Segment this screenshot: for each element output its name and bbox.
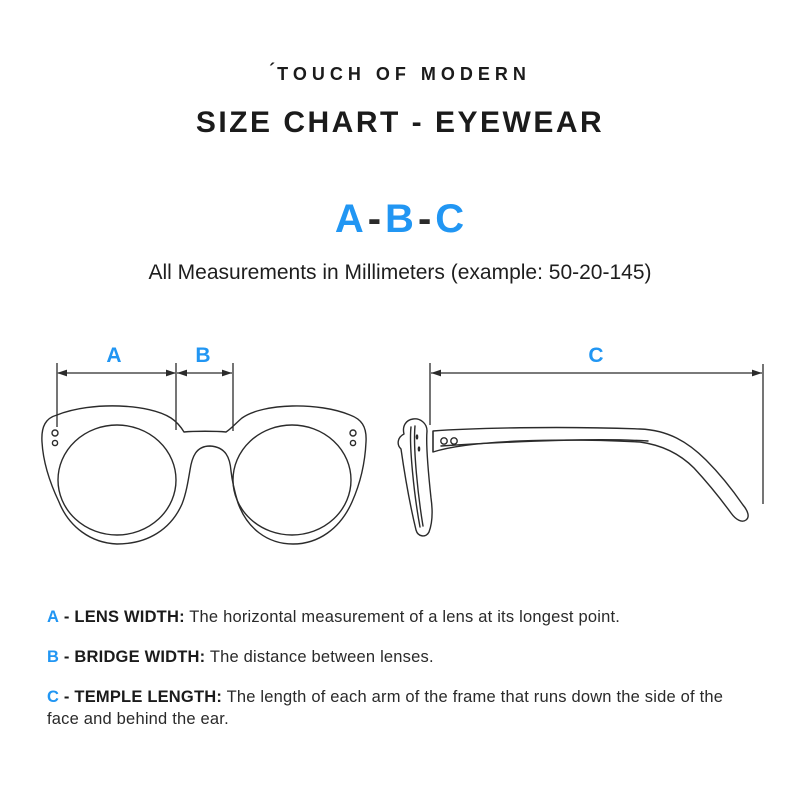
dimension-c-label: C [588,344,604,367]
side-lens-edge-line-2 [415,426,423,526]
logo-accent: ´ [269,60,281,80]
front-frame-outline [42,406,366,544]
definition-c-dash: - [63,688,70,706]
definition-a-letter: A [47,608,60,626]
formula-dash-1: - [367,197,383,241]
definition-b-text: The distance between lenses. [209,648,434,666]
temple-rivet-left [441,438,447,444]
definition-lens-width [47,606,759,628]
definition-b-letter: B [47,648,60,666]
temple-rivet-right [451,438,457,444]
dimension-c [430,344,763,504]
formula-dash-2: - [417,197,433,241]
left-lens [58,425,176,535]
right-rivet-bottom [350,440,355,445]
definition-c-term: TEMPLE LENGTH: [74,688,223,706]
right-lens [233,425,351,535]
definition-a-dash: - [63,608,70,626]
dimension-b-label: B [195,344,211,367]
definition-bridge-width [47,646,759,668]
formula-letter-c: C [435,197,466,241]
glasses-front-view [42,406,366,544]
temple-arm [433,428,748,522]
formula-letter-a: A [334,197,365,241]
left-rivet-bottom [52,440,57,445]
brand-logo [0,60,800,85]
eyewear-diagram [0,330,800,600]
right-rivet-top [350,430,356,436]
definition-c-text: The length of each arm of the frame that runs down the side of the face and behind the ear. [47,688,724,728]
glasses-side-view [398,419,748,536]
side-rivet-mark-top [416,434,419,439]
definition-a-term: LENS WIDTH: [74,608,185,626]
page-title: SIZE CHART - EYEWEAR [195,106,605,139]
measurement-note: All Measurements in Millimeters (example: 50-20-145) [148,261,652,284]
abc-formula [0,197,800,242]
formula-letter-b: B [385,197,415,241]
definition-temple-length [47,686,759,730]
dimension-a-label: A [106,344,122,367]
definition-b-term: BRIDGE WIDTH: [74,648,206,666]
definitions-list [47,606,759,748]
dimension-b [177,344,233,431]
side-rivet-mark-bottom [418,446,421,451]
brand-name: TOUCH OF MODERN [277,64,531,84]
dimension-a [57,344,176,430]
definition-c-letter: C [47,688,60,706]
definition-b-dash: - [63,648,70,666]
definition-a-text: The horizontal measurement of a lens at its longest point. [189,608,621,626]
left-rivet-top [52,430,58,436]
